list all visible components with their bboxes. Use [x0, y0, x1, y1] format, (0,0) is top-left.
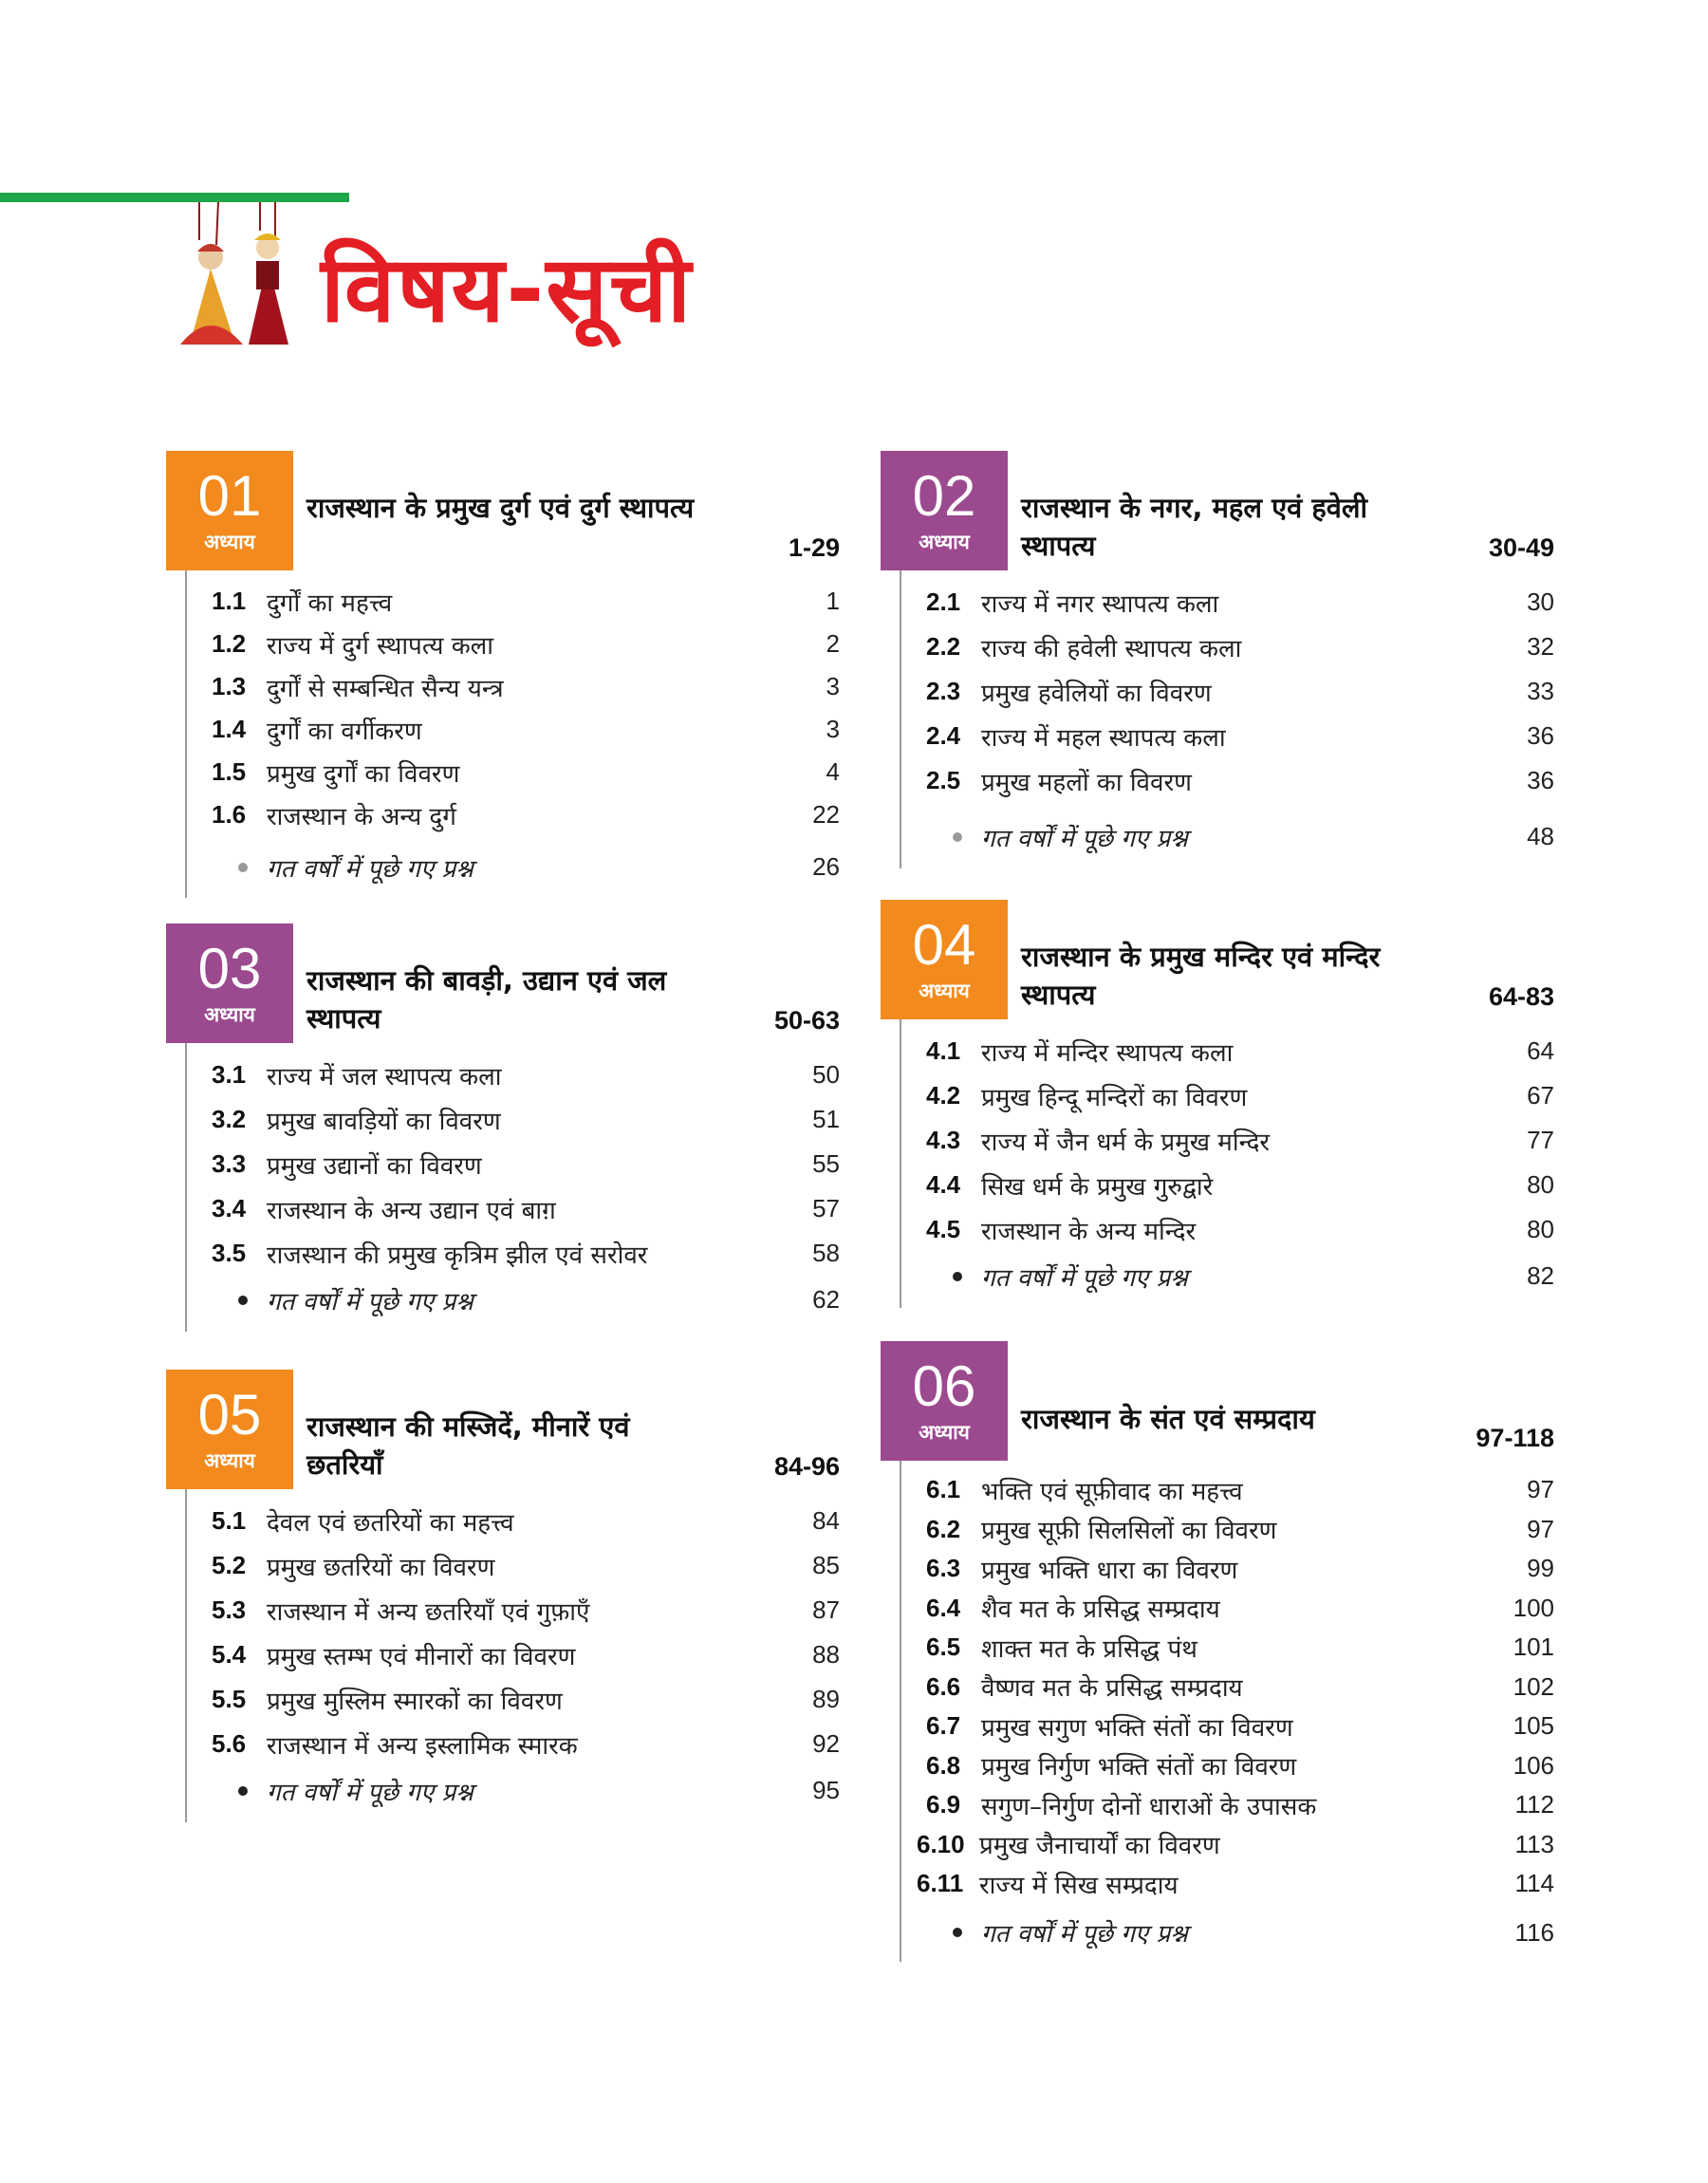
topic-number: 6.3 — [926, 1554, 961, 1583]
topic-number: 6.4 — [926, 1593, 961, 1622]
topic-row[interactable] — [901, 1746, 1554, 1786]
chapter-title: राजस्थान के नगर, महल एवं हवेली स्थापत्य — [1021, 492, 1368, 562]
topic-label: देवल एवं छतरियों का महत्त्व — [267, 1508, 514, 1538]
topic-row[interactable] — [901, 1510, 1554, 1550]
chapter-badge — [881, 900, 1008, 1019]
topic-label: राज्य की हवेली स्थापत्य कला — [981, 634, 1242, 663]
chapter-number: 01 — [197, 464, 262, 528]
topic-row[interactable] — [901, 1707, 1554, 1746]
topic-page: 55 — [812, 1149, 840, 1178]
topic-number: 4.5 — [926, 1215, 961, 1243]
topic-number: 6.10 — [917, 1829, 965, 1858]
chapter-topic-list — [900, 570, 1554, 868]
topic-label: राजस्थान में अन्य इस्लामिक स्मारक — [267, 1731, 578, 1761]
chapter-block — [166, 924, 840, 1332]
chapter-page-range: 30-49 — [1488, 533, 1554, 562]
topic-number: 1.6 — [212, 800, 247, 829]
previous-questions-page: 62 — [812, 1285, 840, 1314]
topic-row[interactable] — [187, 1633, 840, 1677]
chapter-block — [881, 451, 1554, 868]
topic-label: प्रमुख महलों का विवरण — [981, 768, 1192, 797]
topic-number: 3.1 — [212, 1060, 247, 1089]
topic-page: 4 — [826, 757, 840, 786]
topic-row[interactable] — [901, 1589, 1554, 1629]
chapter-badge — [166, 1370, 293, 1489]
topic-label: प्रमुख स्तम्भ एवं मीनारों का विवरण — [267, 1642, 576, 1671]
topic-page: 1 — [826, 587, 840, 615]
topic-label: राज्य में जल स्थापत्य कला — [267, 1062, 502, 1092]
topic-label: वैष्णव मत के प्रसिद्ध सम्प्रदाय — [981, 1674, 1243, 1704]
topic-page: 99 — [1527, 1554, 1554, 1583]
topic-page: 97 — [1527, 1475, 1554, 1504]
topic-number: 5.6 — [212, 1729, 247, 1758]
chapter-title: राजस्थान की मस्जिदें, मीनारें एवं छतरियाँ — [306, 1410, 630, 1481]
topic-page: 112 — [1514, 1790, 1554, 1819]
previous-questions-label: गत वर्षों में पूछे गए प्रश्न — [267, 854, 473, 884]
chapter-label: अध्याय — [204, 531, 255, 553]
topic-row[interactable] — [187, 1722, 840, 1766]
topic-label: दुर्गों का वर्गीकरण — [267, 717, 422, 746]
topic-row[interactable] — [901, 625, 1554, 669]
topic-label: सगुण–निर्गुण दोनों धाराओं के उपासक — [981, 1792, 1317, 1821]
previous-questions-page: 116 — [1514, 1917, 1554, 1947]
topic-number: 1.5 — [212, 757, 247, 786]
topic-number: 4.1 — [926, 1036, 961, 1065]
chapter-title: राजस्थान के प्रमुख मन्दिर एवं मन्दिर स्थापत्य — [1021, 941, 1381, 1011]
topic-label: राज्य में नगर स्थापत्य कला — [981, 589, 1219, 619]
topic-number: 1.2 — [212, 629, 247, 658]
topic-row[interactable] — [901, 1073, 1554, 1118]
topic-page: 114 — [1514, 1869, 1554, 1898]
chapter-topic-list — [185, 1043, 840, 1332]
topic-page: 102 — [1513, 1671, 1554, 1701]
topic-number: 6.5 — [926, 1633, 961, 1662]
chapter-title: राजस्थान के संत एवं सम्प्रदाय — [1021, 1403, 1315, 1435]
topic-number: 1.4 — [212, 715, 247, 743]
topic-page: 3 — [826, 672, 840, 700]
top-green-bar — [0, 193, 349, 202]
previous-questions-page: 82 — [1527, 1261, 1554, 1290]
bullet-icon — [238, 1296, 248, 1305]
topic-label: प्रमुख छतरियों का विवरण — [267, 1553, 495, 1582]
topic-page: 87 — [812, 1595, 840, 1624]
topic-row[interactable] — [187, 793, 840, 836]
topic-label: प्रमुख सूफ़ी सिलसिलों का विवरण — [981, 1517, 1277, 1546]
topic-row[interactable] — [901, 1207, 1554, 1252]
topic-row[interactable] — [187, 1053, 840, 1097]
topic-row[interactable] — [901, 1668, 1554, 1707]
topic-number: 3.5 — [212, 1239, 247, 1267]
topic-page: 2 — [826, 629, 840, 658]
topic-row[interactable] — [187, 1499, 840, 1543]
topic-page: 57 — [812, 1194, 840, 1222]
topic-row[interactable] — [187, 1142, 840, 1186]
topic-number: 6.7 — [926, 1711, 961, 1741]
chapter-header — [166, 451, 840, 570]
topic-label: राजस्थान के अन्य मन्दिर — [981, 1217, 1197, 1246]
topic-label: प्रमुख हवेलियों का विवरण — [981, 679, 1212, 708]
topic-page: 106 — [1513, 1750, 1554, 1780]
topic-label: प्रमुख सगुण भक्ति संतों का विवरण — [981, 1713, 1293, 1743]
topic-page: 36 — [1527, 766, 1554, 794]
topic-number: 3.4 — [212, 1194, 247, 1222]
topic-label: राज्य में सिख सम्प्रदाय — [979, 1871, 1179, 1900]
topic-number: 5.1 — [212, 1506, 247, 1535]
topic-page: 105 — [1513, 1711, 1554, 1741]
topic-page: 101 — [1513, 1633, 1554, 1662]
topic-row[interactable] — [901, 669, 1554, 714]
topic-page: 92 — [812, 1729, 840, 1758]
topic-number: 4.4 — [926, 1170, 961, 1199]
topic-number: 6.8 — [926, 1750, 961, 1780]
previous-questions-label: गत वर्षों में पूछे गए प्रश्न — [267, 1287, 473, 1316]
topic-page: 50 — [812, 1060, 840, 1089]
topic-label: शाक्त मत के प्रसिद्ध पंथ — [981, 1634, 1197, 1664]
chapter-header — [166, 1370, 840, 1489]
chapter-badge — [166, 924, 293, 1043]
topic-page: 32 — [1527, 632, 1554, 661]
topic-number: 3.2 — [212, 1105, 247, 1133]
bullet-icon — [953, 1928, 962, 1937]
chapter-page-range: 84-96 — [773, 1452, 840, 1481]
chapter-title: राजस्थान के प्रमुख दुर्ग एवं दुर्ग स्थापत्य — [306, 492, 695, 524]
chapter-header — [881, 451, 1554, 570]
topic-number: 2.5 — [926, 766, 961, 794]
chapter-header — [881, 1341, 1554, 1461]
topic-number: 3.3 — [212, 1149, 247, 1178]
chapter-number: 06 — [912, 1354, 976, 1418]
topic-row[interactable] — [187, 751, 840, 793]
topic-row[interactable] — [901, 1825, 1554, 1865]
topic-number: 5.3 — [212, 1595, 247, 1624]
chapter-number: 03 — [197, 937, 262, 1000]
topic-row[interactable] — [187, 580, 840, 623]
topic-number: 4.3 — [926, 1126, 961, 1154]
topic-number: 6.1 — [926, 1475, 961, 1504]
topic-page: 77 — [1527, 1126, 1554, 1154]
chapter-topic-list — [900, 1019, 1554, 1308]
chapter-block — [166, 1370, 840, 1822]
topic-label: प्रमुख निर्गुण भक्ति संतों का विवरण — [981, 1753, 1297, 1782]
topic-page: 80 — [1527, 1170, 1554, 1199]
topic-label: सिख धर्म के प्रमुख गुरुद्वारे — [981, 1172, 1214, 1202]
topic-label: प्रमुख मुस्लिम स्मारकों का विवरण — [267, 1687, 563, 1716]
chapter-label: अध्याय — [919, 531, 970, 553]
topic-number: 2.2 — [926, 632, 961, 661]
chapter-block — [881, 1341, 1554, 1962]
topic-label: भक्ति एवं सूफ़ीवाद का महत्त्व — [981, 1477, 1243, 1506]
chapter-header — [166, 924, 840, 1043]
topic-label: राज्य में मन्दिर स्थापत्य कला — [981, 1038, 1234, 1068]
topic-row[interactable] — [901, 1864, 1554, 1904]
chapter-badge — [166, 451, 293, 570]
chapter-badge — [881, 451, 1008, 570]
topic-number: 1.1 — [212, 587, 247, 615]
topic-row[interactable] — [187, 623, 840, 665]
topic-label: प्रमुख हिन्दू मन्दिरों का विवरण — [981, 1083, 1248, 1112]
previous-questions-page: 48 — [1527, 822, 1554, 850]
topic-label: राज्य में महल स्थापत्य कला — [981, 723, 1226, 753]
topic-number: 2.1 — [926, 588, 961, 616]
topic-page: 64 — [1527, 1036, 1554, 1065]
topic-page: 113 — [1514, 1829, 1554, 1858]
previous-questions-row[interactable] — [187, 844, 840, 890]
topic-page: 51 — [812, 1105, 840, 1133]
topic-label: प्रमुख बावड़ियों का विवरण — [267, 1107, 501, 1136]
topic-label: प्रमुख दुर्गों का विवरण — [267, 759, 460, 789]
topic-label: राजस्थान के अन्य दुर्ग — [267, 802, 456, 831]
previous-questions-page: 95 — [812, 1776, 840, 1804]
topic-number: 5.4 — [212, 1640, 247, 1669]
chapter-topic-list — [900, 1461, 1554, 1962]
topic-number: 5.2 — [212, 1551, 247, 1579]
topic-row[interactable] — [901, 1029, 1554, 1073]
bullet-icon — [953, 832, 962, 842]
chapter-header — [881, 900, 1554, 1019]
topic-row[interactable] — [901, 1163, 1554, 1207]
topic-page: 58 — [812, 1239, 840, 1267]
topic-row[interactable] — [901, 758, 1554, 803]
topic-number: 6.9 — [926, 1790, 961, 1819]
topic-row[interactable] — [901, 1470, 1554, 1510]
chapter-block — [166, 451, 840, 898]
topic-number: 6.2 — [926, 1514, 961, 1543]
previous-questions-row[interactable] — [901, 812, 1554, 861]
topic-page: 30 — [1527, 588, 1554, 616]
chapter-number: 04 — [912, 913, 976, 977]
topic-number: 2.3 — [926, 677, 961, 705]
chapter-label: अध्याय — [204, 1003, 255, 1026]
topic-page: 67 — [1527, 1081, 1554, 1110]
topic-number: 5.5 — [212, 1685, 247, 1713]
topic-number: 6.6 — [926, 1671, 961, 1701]
bullet-icon — [238, 1786, 248, 1796]
topic-page: 100 — [1513, 1593, 1554, 1622]
topic-row[interactable] — [187, 1231, 840, 1276]
topic-row[interactable] — [187, 1543, 840, 1588]
previous-questions-label: गत वर्षों में पूछे गए प्रश्न — [267, 1778, 473, 1807]
topic-row[interactable] — [901, 1118, 1554, 1163]
topic-row[interactable] — [901, 1549, 1554, 1589]
topic-row[interactable] — [187, 1588, 840, 1633]
page-title: विषय-सूची — [321, 236, 693, 343]
chapter-block — [881, 900, 1554, 1308]
topic-row[interactable] — [901, 580, 1554, 625]
topic-row[interactable] — [901, 1628, 1554, 1668]
topic-page: 85 — [812, 1551, 840, 1579]
chapter-page-range: 64-83 — [1488, 982, 1554, 1011]
topic-label: राजस्थान के अन्य उद्यान एवं बाग़ — [267, 1196, 556, 1225]
topic-label: प्रमुख उद्यानों का विवरण — [267, 1151, 482, 1181]
topic-page: 3 — [826, 715, 840, 743]
previous-questions-row[interactable] — [901, 1252, 1554, 1300]
previous-questions-label: गत वर्षों में पूछे गए प्रश्न — [981, 1920, 1188, 1950]
topic-label: राज्य में दुर्ग स्थापत्य कला — [267, 631, 494, 661]
topic-label: शैव मत के प्रसिद्ध सम्प्रदाय — [981, 1595, 1220, 1625]
topic-row[interactable] — [901, 714, 1554, 758]
topic-row[interactable] — [187, 665, 840, 708]
previous-questions-row[interactable] — [187, 1276, 840, 1324]
topic-label: दुर्गों से सम्बन्धित सैन्य यन्त्र — [267, 674, 504, 703]
chapter-label: अध्याय — [919, 980, 970, 1002]
bullet-icon — [953, 1272, 962, 1281]
chapter-topic-list — [185, 1489, 840, 1822]
topic-row[interactable] — [901, 1785, 1554, 1825]
topic-number: 4.2 — [926, 1081, 961, 1110]
topic-label: राजस्थान में अन्य छतरियाँ एवं गुफ़ाएँ — [267, 1597, 590, 1627]
topic-page: 88 — [812, 1640, 840, 1669]
topic-label: प्रमुख भक्ति धारा का विवरण — [981, 1556, 1238, 1585]
chapter-page-range: 1-29 — [788, 533, 840, 562]
previous-questions-page: 26 — [812, 852, 840, 881]
chapter-page-range: 50-63 — [773, 1006, 840, 1035]
topic-number: 2.4 — [926, 721, 961, 750]
previous-questions-row[interactable] — [187, 1766, 840, 1815]
topic-page: 36 — [1527, 721, 1554, 750]
topic-page: 80 — [1527, 1215, 1554, 1243]
previous-questions-label: गत वर्षों में पूछे गए प्रश्न — [981, 1263, 1188, 1293]
topic-page: 97 — [1527, 1514, 1554, 1543]
chapter-topic-list — [185, 570, 840, 898]
topic-number: 6.11 — [917, 1869, 964, 1898]
topic-label: दुर्गों का महत्त्व — [267, 588, 393, 618]
topic-page: 22 — [812, 800, 840, 829]
chapter-number: 05 — [197, 1383, 262, 1446]
puppets-illustration — [161, 202, 306, 354]
bullet-icon — [238, 863, 248, 872]
topic-label: राजस्थान की प्रमुख कृत्रिम झील एवं सरोवर — [267, 1241, 648, 1270]
chapter-title: राजस्थान की बावड़ी, उद्यान एवं जल स्थापत्य — [306, 964, 667, 1035]
chapter-label: अध्याय — [204, 1449, 255, 1472]
topic-row[interactable] — [187, 1097, 840, 1142]
topic-page: 84 — [812, 1506, 840, 1535]
previous-questions-row[interactable] — [901, 1912, 1554, 1955]
topic-page: 33 — [1527, 677, 1554, 705]
topic-row[interactable] — [187, 1677, 840, 1722]
chapter-label: अध्याय — [919, 1421, 970, 1444]
previous-questions-label: गत वर्षों में पूछे गए प्रश्न — [981, 824, 1188, 853]
chapter-page-range: 97-118 — [1476, 1424, 1554, 1452]
chapter-badge — [881, 1341, 1008, 1461]
topic-page: 89 — [812, 1685, 840, 1713]
topic-label: प्रमुख जैनाचार्यों का विवरण — [979, 1832, 1220, 1861]
chapter-number: 02 — [912, 464, 976, 528]
topic-number: 1.3 — [212, 672, 247, 700]
topic-row[interactable] — [187, 1186, 840, 1231]
topic-row[interactable] — [187, 708, 840, 751]
topic-label: राज्य में जैन धर्म के प्रमुख मन्दिर — [981, 1128, 1271, 1157]
